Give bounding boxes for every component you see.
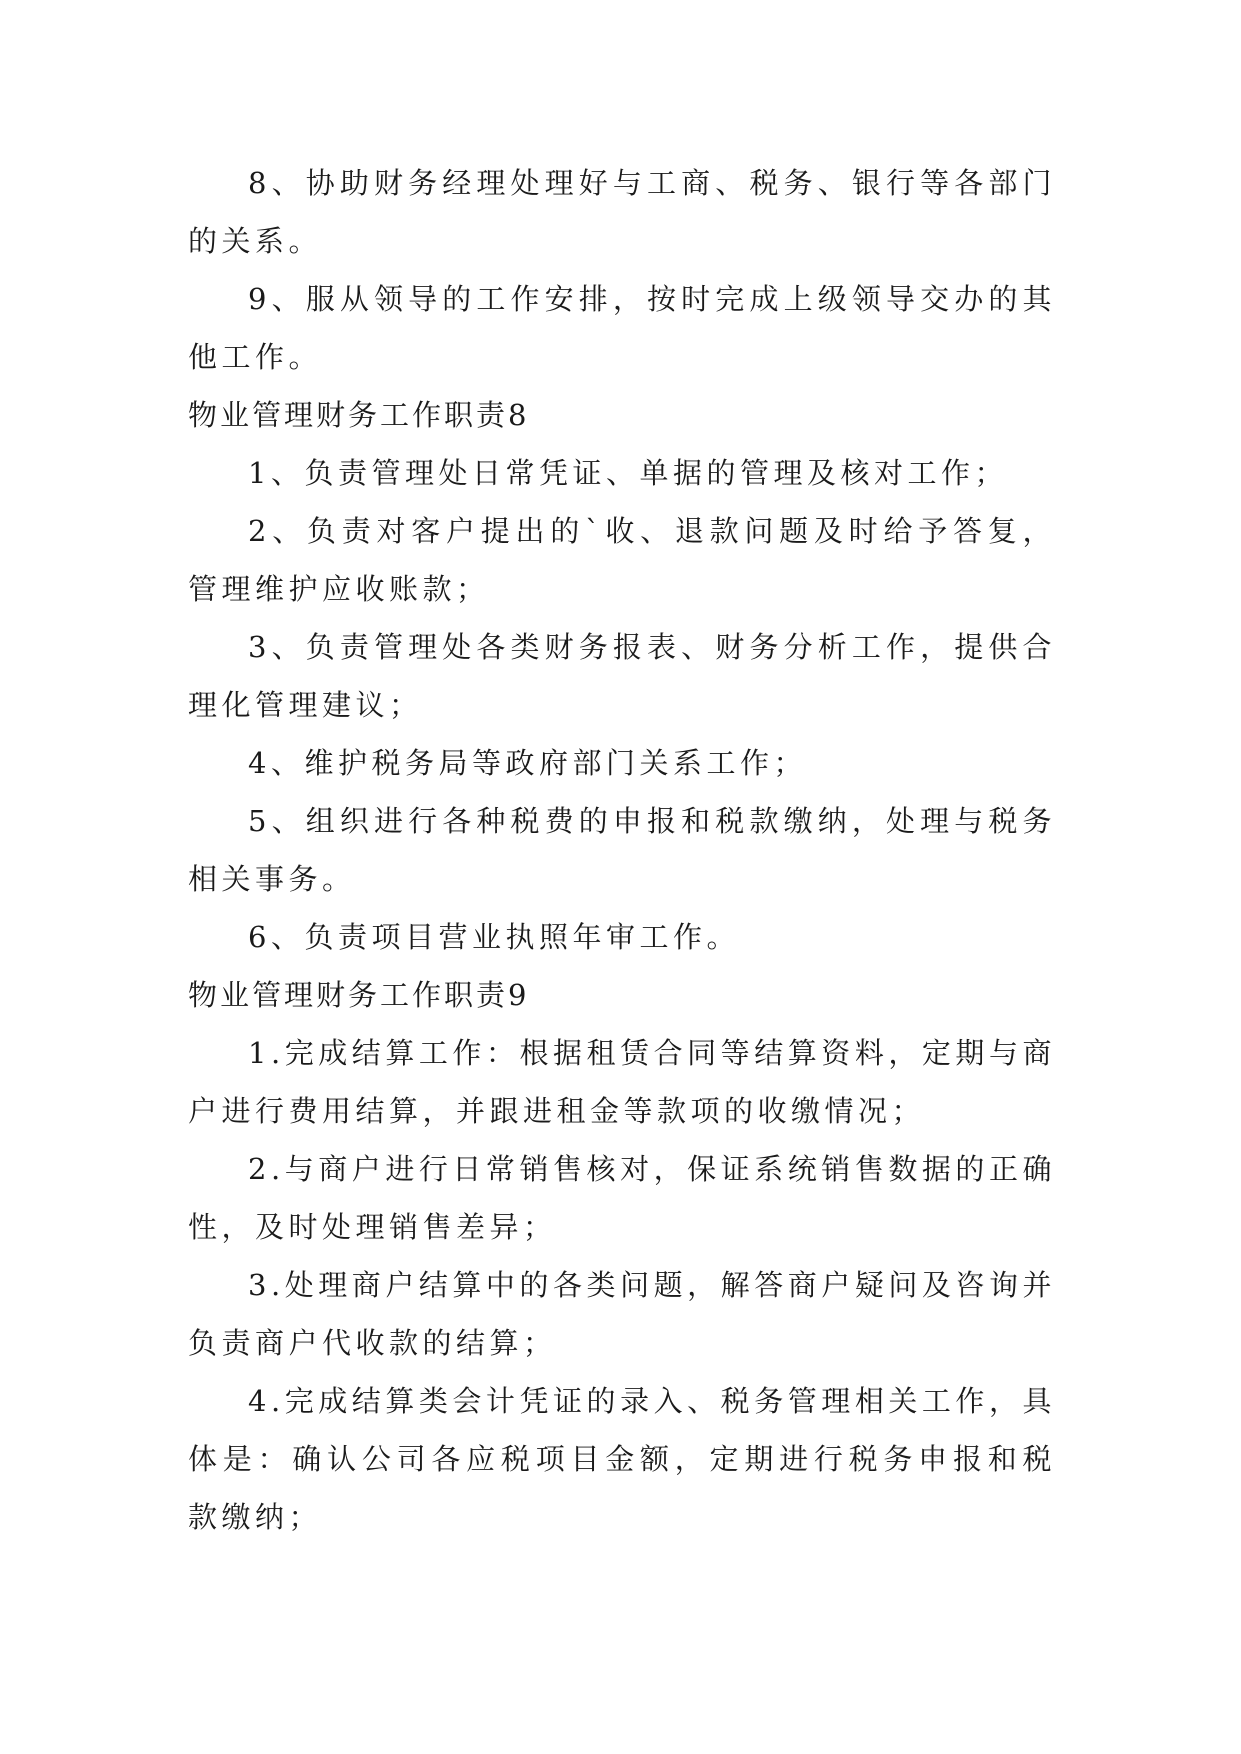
document-body — [188, 154, 1056, 1546]
paragraph-item-6: 6、负责项目营业执照年审工作。 — [248, 920, 740, 954]
paragraph-item-4: 4、维护税务局等政府部门关系工作； — [248, 746, 807, 780]
paragraph-item-1: 1.完成结算工作：根据租赁合同等结算资料，定期与商户进行费用结算，并跟进租金等款项的收缴情况； — [188, 1036, 1056, 1128]
paragraph-item-8: 8、协助财务经理处理好与工商、税务、银行等各部门的关系。 — [188, 166, 1056, 258]
section-heading-9: 物业管理财务工作职责9 — [188, 978, 530, 1012]
paragraph-item-9: 9、服从领导的工作安排，按时完成上级领导交办的其他工作。 — [188, 282, 1056, 374]
section-heading-8: 物业管理财务工作职责8 — [188, 398, 530, 432]
paragraph-item-5: 5、组织进行各种税费的申报和税款缴纳，处理与税务相关事务。 — [188, 804, 1056, 896]
paragraph-item-3: 3.处理商户结算中的各类问题，解答商户疑问及咨询并负责商户代收款的结算； — [188, 1268, 1056, 1360]
paragraph-item-3: 3、负责管理处各类财务报表、财务分析工作，提供合理化管理建议； — [188, 630, 1056, 722]
paragraph-item-4: 4.完成结算类会计凭证的录入、税务管理相关工作，具体是：确认公司各应税项目金额，定期进行税务申报和税款缴纳； — [188, 1384, 1056, 1534]
paragraph-item-2: 2.与商户进行日常销售核对，保证系统销售数据的正确性，及时处理销售差异； — [188, 1152, 1056, 1244]
paragraph-item-1: 1、负责管理处日常凭证、单据的管理及核对工作； — [248, 456, 1008, 490]
paragraph-item-2: 2、负责对客户提出的`收、退款问题及时给予答复，管理维护应收账款； — [188, 514, 1056, 606]
